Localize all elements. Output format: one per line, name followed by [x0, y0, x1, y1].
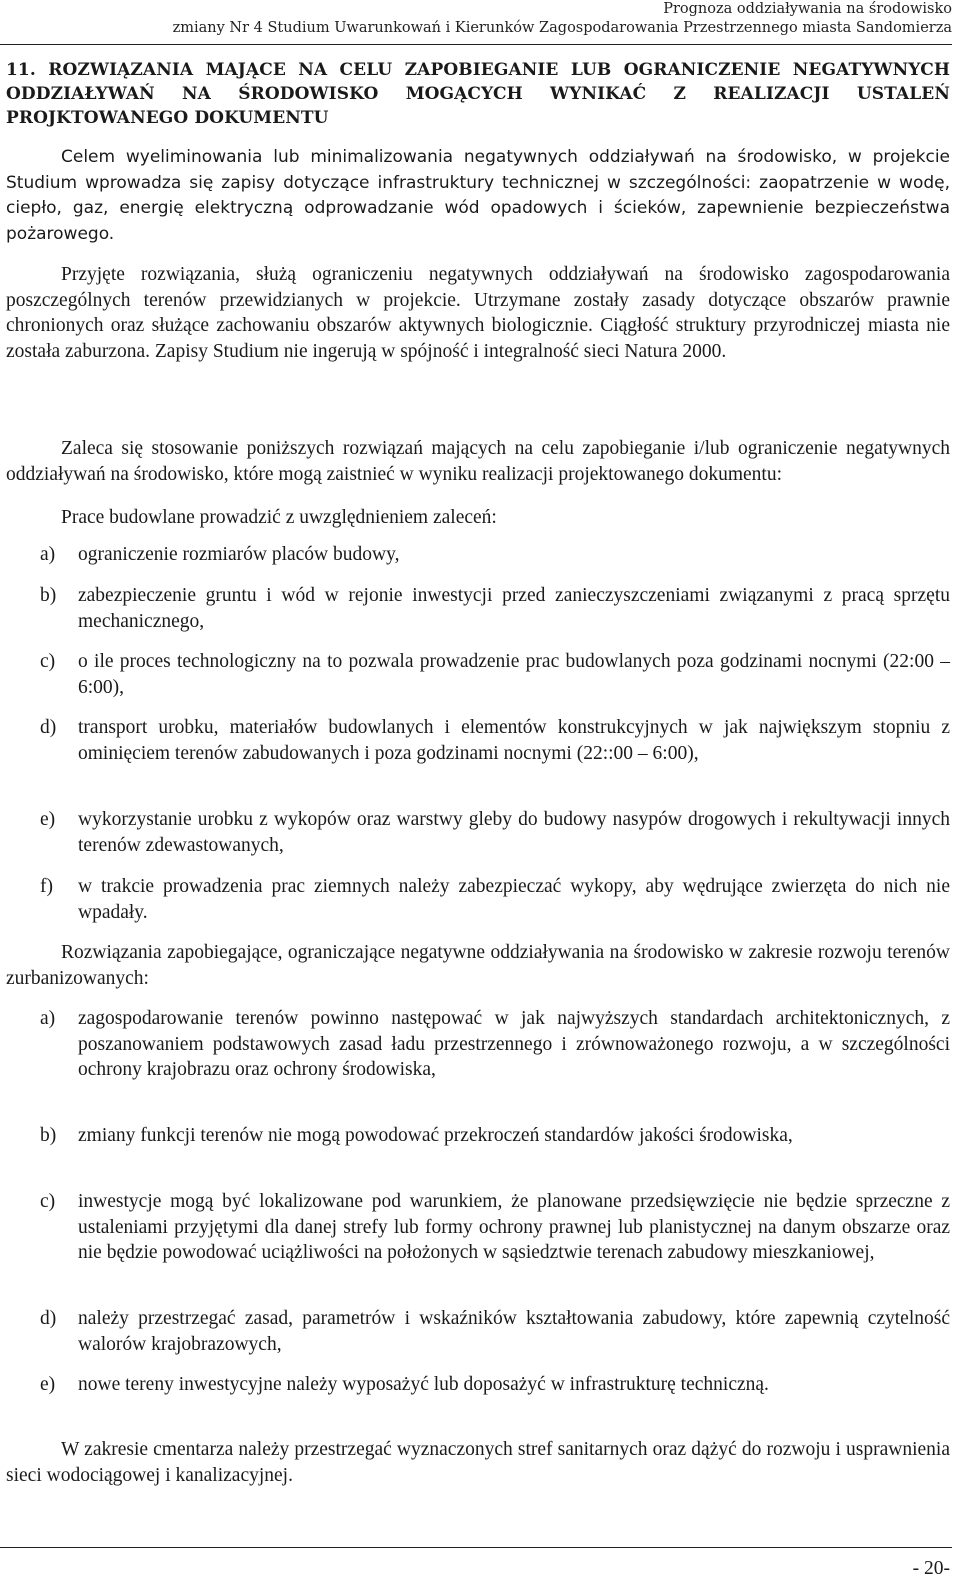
footer-divider — [0, 1547, 952, 1548]
section-title: 11. ROZWIĄZANIA MAJĄCE NA CELU ZAPOBIEGANIE LUB OGRANICZENIE NEGATYWNYCH ODDZIAŁYWAŃ NA ŚRODOWISKO MOGĄCYCH WYNIKAĆ Z REALIZACJI USTALEŃ PROJKTOWANEGO DOKUMENTU — [6, 60, 950, 128]
list-item-text: w trakcie prowadzenia prac ziemnych należy zabezpieczać wykopy, aby wędrujące zwierzęta do nich nie wpadały. — [78, 876, 950, 923]
list-item-text: zagospodarowanie terenów powinno następować w jak najwyższych standardach architektonicznych, z poszanowaniem podstawowych zasad ładu przestrzennego i zrównoważonego rozwoju, a w szczególności ochrony krajobrazu oraz ochrony środowiska, — [78, 1008, 950, 1080]
list-item-text: ograniczenie rozmiarów placów budowy, — [78, 544, 400, 565]
list-item — [6, 807, 950, 858]
paragraph-solutions: Przyjęte rozwiązania, służą ograniczeniu negatywnych oddziaływań na środowisko zagospodarowania poszczególnych terenów przewidzianych w projekcie. Utrzymane zostały zasady dotyczące obszarów prawnie chronionych oraz służące zachowaniu obszarów aktywnych biologicznie. Ciągłość struktury przyrodniczej miasta nie została zaburzona. Zapisy Studium nie ingerują w spójność i integralność sieci Natura 2000. — [6, 264, 950, 362]
list-marker: d) — [40, 1308, 57, 1329]
list-marker: e) — [40, 1374, 56, 1395]
list-item — [6, 715, 950, 766]
list-item-text: zabezpieczenie gruntu i wód w rejonie inwestycji przed zanieczyszczeniami związanymi z pracą sprzętu mechanicznego, — [78, 585, 950, 632]
list-marker: e) — [40, 809, 56, 830]
list-item-text: inwestycje mogą być lokalizowane pod warunkiem, że planowane przedsięwzięcie nie będzie sprzeczne z ustaleniami przyjętymi dla danej strefy lub formy ochrony prawnej lub planistycznej na danym obszarze oraz nie będzie powodować uciążliwości na położonych w sąsiedztwie terenach zabudowy mieszkaniowej, — [78, 1191, 950, 1263]
list-item-text: zmiany funkcji terenów nie mogą powodować przekroczeń standardów jakości środowiska, — [78, 1125, 793, 1146]
list-item — [6, 1189, 950, 1266]
list-item — [6, 649, 950, 700]
list-item-text: wykorzystanie urobku z wykopów oraz warstwy gleby do budowy nasypów drogowych i rekultywacji innych terenów zdewastowanych, — [78, 809, 950, 856]
header-divider — [0, 44, 952, 45]
paragraph-construction-works: Prace budowlane prowadzić z uwzględnieniem zaleceń: — [61, 507, 497, 528]
paragraph-urban-development: Rozwiązania zapobiegające, ograniczające negatywne oddziaływania na środowisko w zakresie rozwoju terenów zurbanizowanych: — [6, 942, 950, 989]
paragraph-recommendations: Zaleca się stosowanie poniższych rozwiązań mających na celu zapobieganie i/lub ograniczenie negatywnych oddziaływań na środowisko, które mogą zaistnieć w wyniku realizacji projektowanego dokumentu: — [6, 438, 950, 485]
list-marker: b) — [40, 1125, 57, 1146]
list-marker: a) — [40, 544, 56, 565]
list-item-text: należy przestrzegać zasad, parametrów i wskaźników kształtowania zabudowy, które zapewnią czytelność walorów krajobrazowych, — [78, 1308, 950, 1355]
list-item — [6, 583, 950, 634]
list-marker: d) — [40, 717, 57, 738]
list-marker: f) — [40, 876, 53, 897]
paragraph-intro: Celem wyeliminowania lub minimalizowania negatywnych oddziaływań na środowisko, w projekcie Studium wprowadza się zapisy dotyczące infrastruktury technicznej w szczególności: zaopatrzenie w wodę, ciepło, gaz, energię elektryczną odprowadzanie wód opadowych i ścieków, zapewnienie bezpieczeństwa pożarowego. — [6, 147, 950, 244]
list-item-text: transport urobku, materiałów budowlanych i elementów konstrukcyjnych w jak największym stopniu z ominięciem terenów zabudowanych i poza godzinami nocnymi (22::00 – 6:00), — [78, 717, 950, 764]
list-item-text: o ile proces technologiczny na to pozwala prowadzenie prac budowlanych poza godzinami nocnymi (22:00 – 6:00), — [78, 651, 950, 698]
list-marker: a) — [40, 1008, 56, 1029]
list-item — [6, 1306, 950, 1357]
list-item — [6, 874, 950, 925]
list-marker: c) — [40, 651, 56, 672]
header-title: Prognoza oddziaływania na środowisko — [663, 1, 952, 17]
list-item — [6, 1372, 950, 1398]
list-item — [6, 542, 950, 568]
page-number: - 20- — [912, 1558, 950, 1579]
list-marker: c) — [40, 1191, 56, 1212]
paragraph-cemetery: W zakresie cmentarza należy przestrzegać wyznaczonych stref sanitarnych oraz dążyć do rozwoju i usprawnienia sieci wodociągowej i kanalizacyjnej. — [6, 1439, 950, 1486]
list-item-text: nowe tereny inwestycyjne należy wyposażyć lub doposażyć w infrastrukturę techniczną. — [78, 1374, 769, 1395]
list-item — [6, 1006, 950, 1083]
page-header — [0, 0, 952, 38]
list-item — [6, 1123, 950, 1149]
header-subtitle: zmiany Nr 4 Studium Uwarunkowań i Kierunków Zagospodarowania Przestrzennego miasta Sandomierza — [172, 20, 952, 36]
list-marker: b) — [40, 585, 57, 606]
